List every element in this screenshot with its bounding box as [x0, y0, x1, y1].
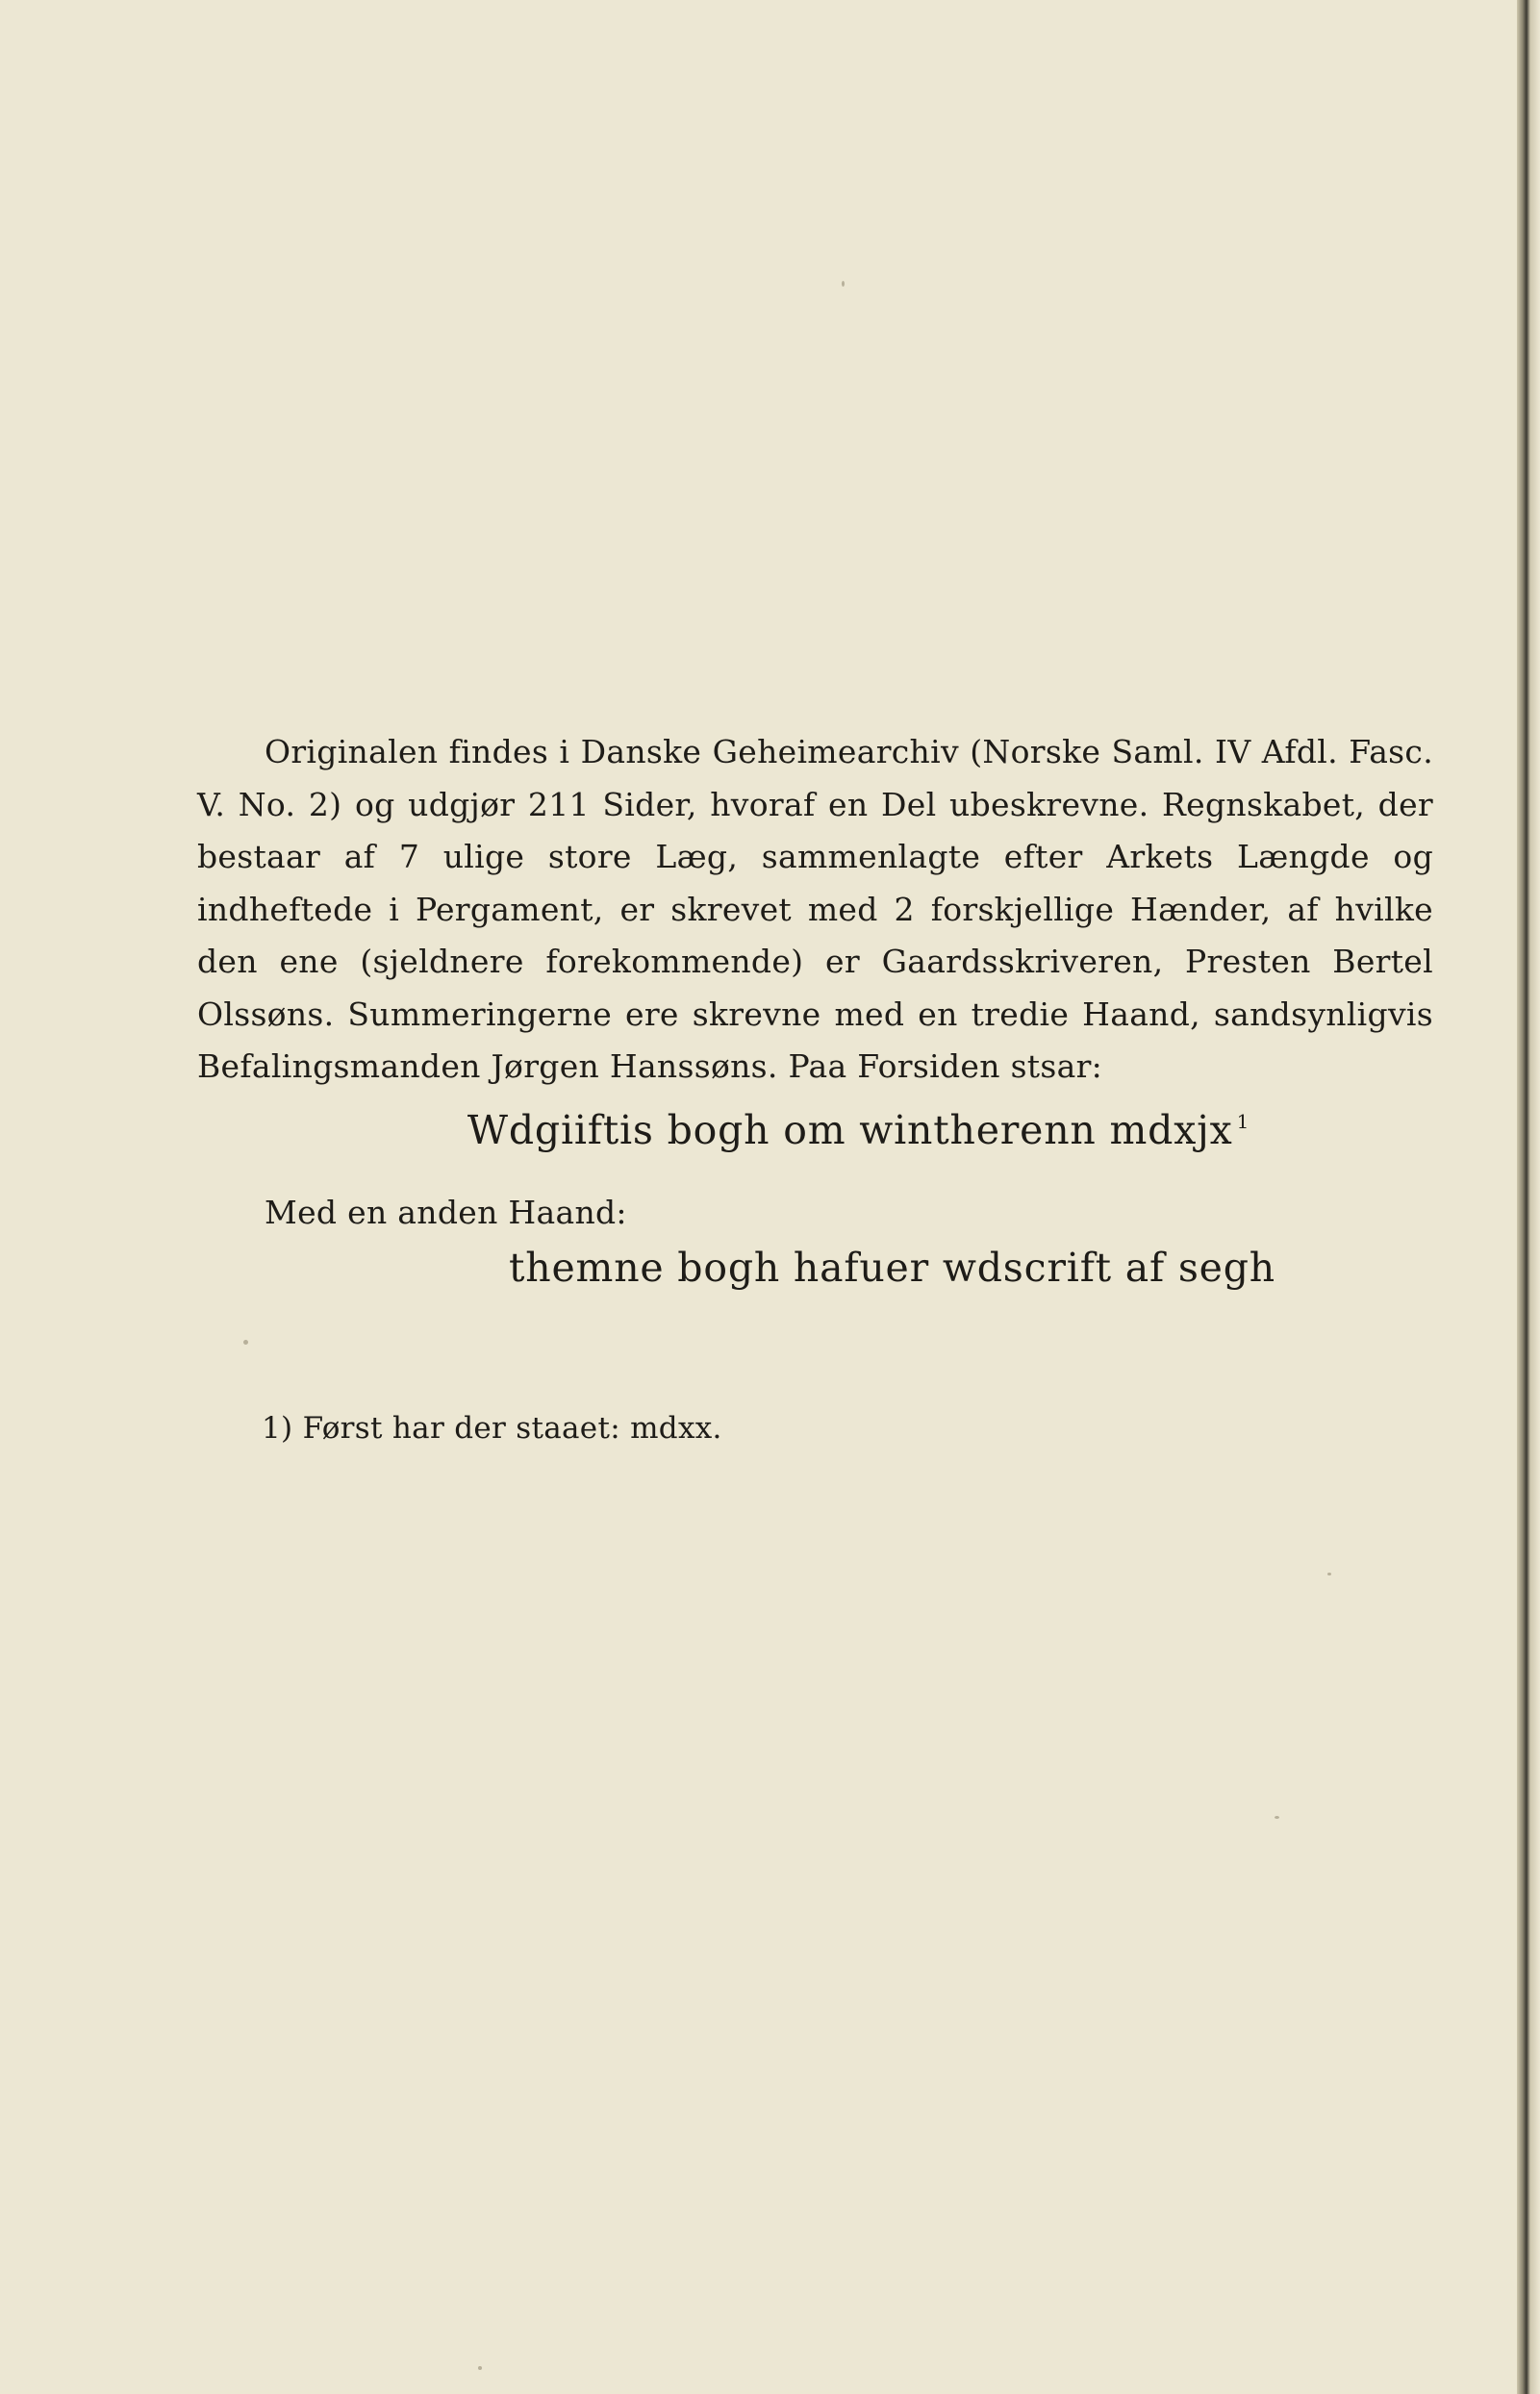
- front-page-title-text: Wdgiiftis bogh om wintherenn mdxjx: [467, 1106, 1233, 1153]
- second-hand-title: themne bogh hafuer wdscrift af segh: [508, 1245, 1275, 1291]
- page-binding-edge: [1517, 0, 1540, 2394]
- paper-speck: [243, 1340, 248, 1345]
- front-page-title: [197, 1094, 1433, 1158]
- footnote-text: Først har der staaet: mdxx.: [302, 1411, 722, 1446]
- other-hand-label: Med en anden Haand:: [265, 1193, 627, 1231]
- footnote-mark: 1): [262, 1411, 293, 1446]
- footnote-reference: 1: [1236, 1109, 1250, 1133]
- intro-paragraph: Originalen findes i Danske Geheimearchiv (Norske Saml. IV Afdl. Fasc. V. No. 2) og udgjør 211 Sider, hvoraf en Del ubeskrevne. Regnskabet, der bestaar af 7 ulige store Læg, sammenlagte efter Arkets Længde og indheftede i Pergament, er skrevet med 2 forskjellige Hænder, af hvilke den ene (sjeldnere forekommende) er Gaardsskriveren, Presten Bertel Olssøns. Summeringerne ere skrevne med en tredie Haand, sandsynligvis Befalingsmanden Jørgen Hanssøns. Paa Forsiden stsar:: [197, 733, 1433, 1085]
- footnote: [262, 1404, 722, 1452]
- paper-speck: [842, 281, 845, 287]
- main-text-block: [197, 726, 1433, 1297]
- paper-speck: [1275, 1816, 1279, 1819]
- paper-speck: [478, 2366, 482, 2370]
- paper-speck: [1327, 1573, 1331, 1575]
